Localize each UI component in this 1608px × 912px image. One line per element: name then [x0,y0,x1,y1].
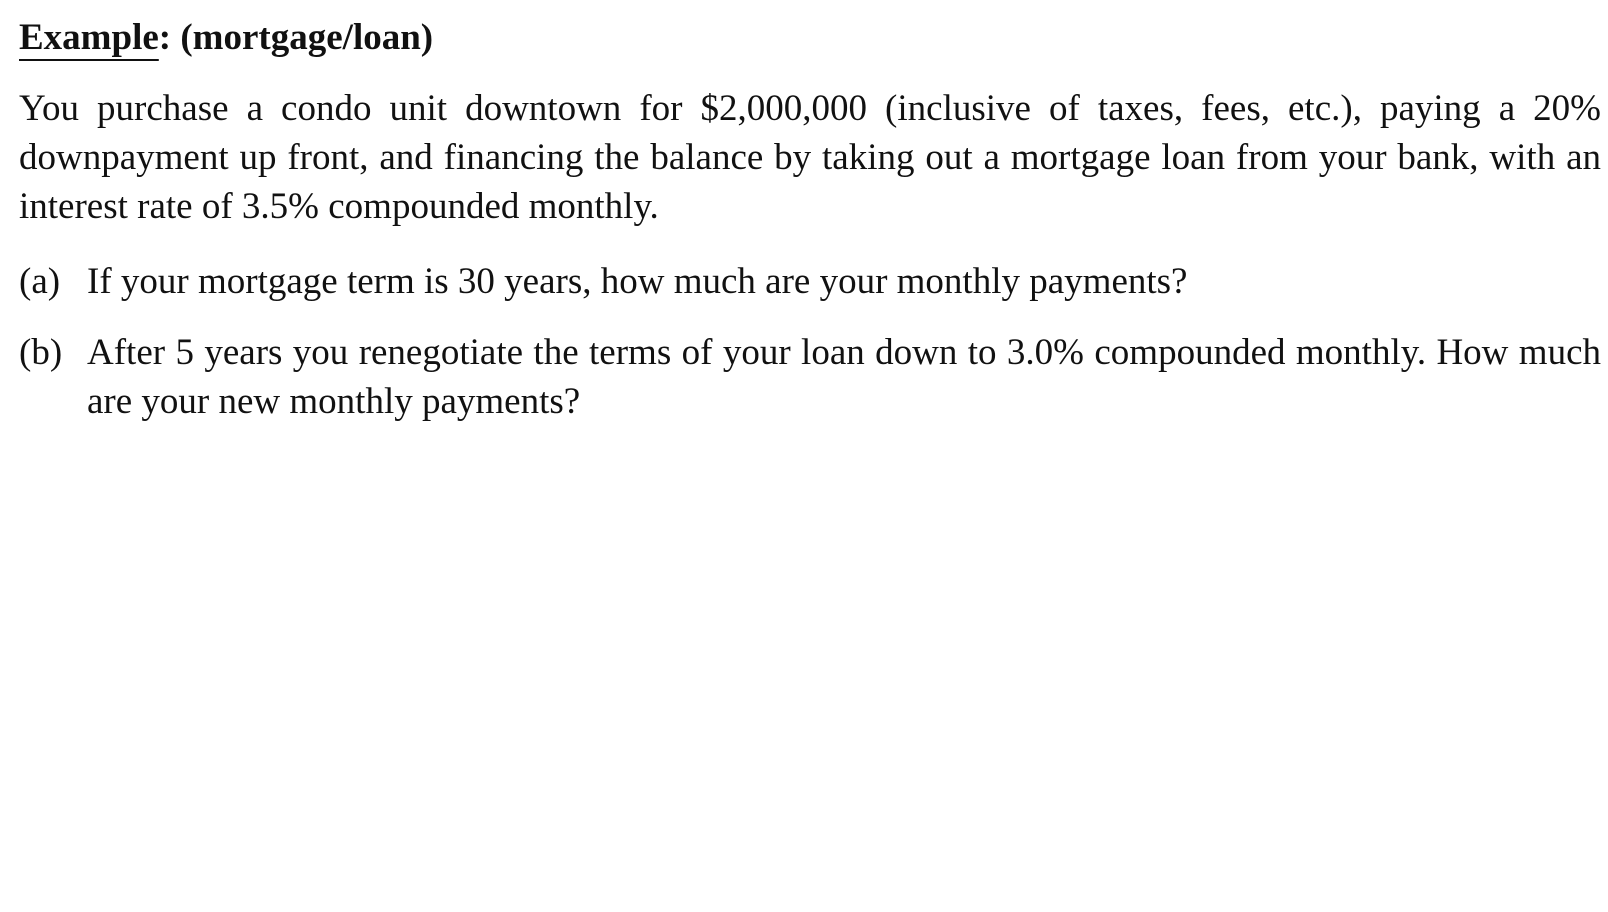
question-item-b [19,328,1601,426]
example-label: Example [19,17,159,58]
document-page [19,14,1601,448]
question-item-a [19,257,1601,306]
question-marker: (a) [19,261,61,302]
question-text: If your mortgage term is 30 years, how much are your monthly payments? [87,261,1188,302]
question-marker: (b) [19,332,63,373]
example-topic: (mortgage/loan) [180,17,434,58]
question-text: After 5 years you renegotiate the terms of your loan down to 3.0% compounded monthly. How much are your new monthly payments? [87,332,1601,422]
example-heading [19,14,1601,62]
problem-statement: You purchase a condo unit downtown for $2,000,000 (inclusive of taxes, fees, etc.), paying a 20% downpayment up front, and financing the balance by taking out a mortgage loan from your bank, with an interest rate of 3.5% compounded monthly. [19,88,1601,227]
heading-colon: : [158,17,172,58]
question-list [19,257,1601,426]
